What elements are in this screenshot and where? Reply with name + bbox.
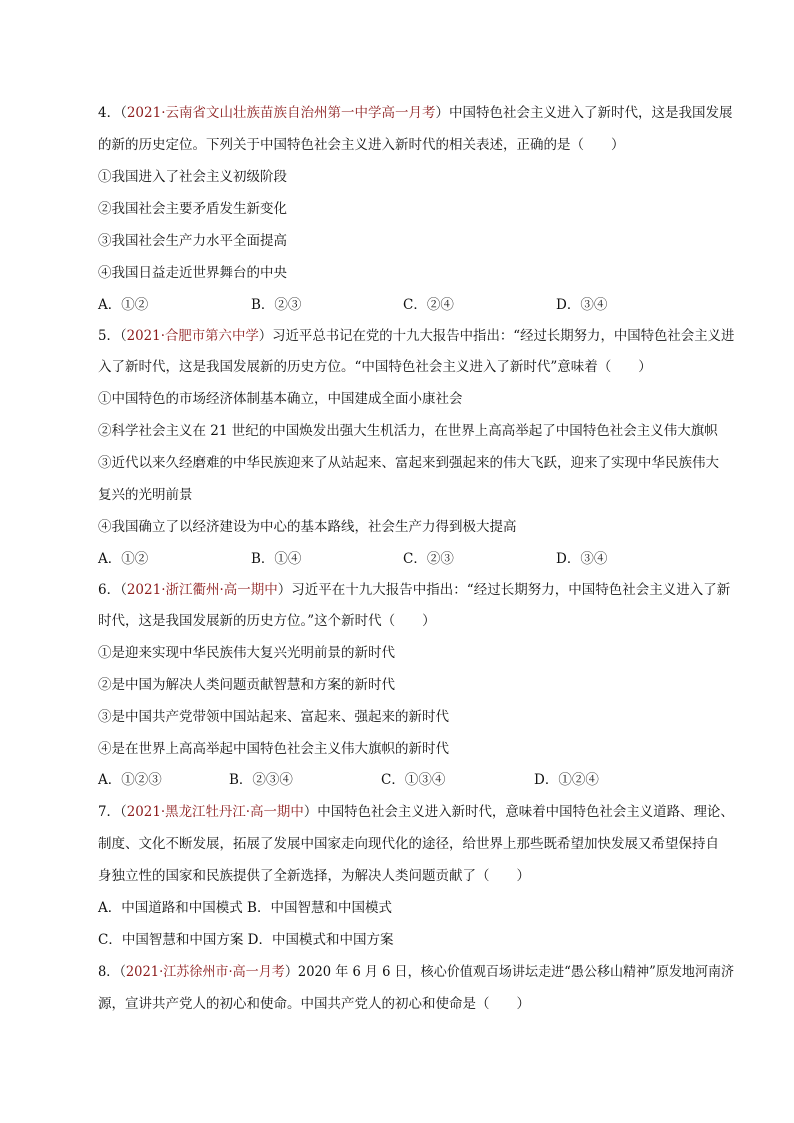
question-7-stem-line-2: 制度、文化不断发展，拓展了发展中国家走向现代化的途径，给世界上那些既希望加快发展又希望保持自: [98, 836, 719, 852]
option-a[interactable]: A．①②: [98, 297, 149, 313]
question-stem: 习近平总书记在党的十九大报告中指出：“经过长期努力，中国特色社会主义进: [272, 328, 735, 344]
question-4-stem-line-2: 的新的历史定位。下列关于中国特色社会主义进入新时代的相关表述，正确的是（ ）: [98, 137, 625, 153]
statement-item: ①中国特色的市场经济体制基本确立，中国建成全面小康社会: [98, 391, 463, 407]
statement-item: ②是中国为解决人类问题贡献智慧和方案的新时代: [98, 677, 395, 693]
option-b[interactable]: B．②③④: [229, 772, 293, 788]
option-b[interactable]: B．①④: [251, 551, 302, 567]
question-number: 5: [98, 328, 107, 344]
option-d[interactable]: D．①②④: [534, 772, 599, 788]
statement-item: ④我国日益走近世界舞台的中央: [98, 265, 287, 281]
option-d[interactable]: D．③④: [556, 551, 608, 567]
question-number: 8: [98, 964, 107, 980]
statement-item: 复兴的光明前景: [98, 487, 193, 503]
option-d[interactable]: D．③④: [556, 297, 608, 313]
question-6-stem-line-1: 6．（2021·浙江衢州·高一期中）习近平在十九大报告中指出：“经过长期努力，中国特色社会主义进入了新: [98, 582, 731, 598]
question-source: 2021·黑龙江牡丹江·高一期中: [126, 804, 304, 820]
question-source: 2021·江苏徐州市·高一月考: [125, 964, 285, 980]
question-8-stem-line-2: 源，宣讲共产党人的初心和使命。中国共产党人的初心和使命是（ ）: [98, 996, 530, 1012]
statement-item: ④是在世界上高高举起中国特色社会主义伟大旗帜的新时代: [98, 741, 449, 757]
option-c[interactable]: C．②③: [403, 551, 454, 567]
option-c[interactable]: C．②④: [403, 297, 454, 313]
question-source: 2021·合肥市第六中学: [126, 328, 259, 344]
statement-item: ③我国社会生产力水平全面提高: [98, 233, 287, 249]
option-a[interactable]: A．①②: [98, 551, 149, 567]
statement-item: ③近代以来久经磨难的中华民族迎来了从站起来、富起来到强起来的伟大飞跃，迎来了实现中华民族伟大: [98, 455, 719, 471]
question-6-stem-line-2: 时代，这是我国发展新的历史方位。”这个新时代（ ）: [98, 613, 436, 629]
question-7-stem-line-3: 身独立性的国家和民族提供了全新选择，为解决人类问题贡献了（ ）: [98, 868, 530, 884]
option-line[interactable]: A．中国道路和中国模式 B．中国智慧和中国模式: [98, 900, 392, 916]
question-source: 2021·云南省文山壮族苗族自治州第一中学高一月考: [126, 105, 436, 121]
question-stem: 2020 年 6 月 6 日，核心价值观百场讲坛走进“愚公移山精神”原发地河南济: [297, 964, 735, 980]
option-c[interactable]: C．①③④: [381, 772, 446, 788]
statement-item: ②科学社会主义在 21 世纪的中国焕发出强大生机活力，在世界上高高举起了中国特色社会主义伟大旗帜: [98, 423, 718, 439]
statement-item: ②我国社会主要矛盾发生新变化: [98, 201, 287, 217]
question-7-stem-line-1: 7．（2021·黑龙江牡丹江·高一期中）中国特色社会主义进入新时代，意味着中国特色社会主义道路、理论、: [98, 804, 734, 820]
question-number: 7: [98, 804, 107, 820]
question-stem: 习近平在十九大报告中指出：“经过长期努力，中国特色社会主义进入了新: [291, 582, 731, 598]
question-number: 4: [98, 105, 107, 121]
question-5-stem-line-1: 5．（2021·合肥市第六中学）习近平总书记在党的十九大报告中指出：“经过长期努力，中国特色社会主义进: [98, 328, 735, 344]
question-5-stem-line-2: 入了新时代，这是我国发展新的历史方位。“中国特色社会主义进入了新时代”意味着（ ）: [98, 359, 652, 375]
statement-item: ③是中国共产党带领中国站起来、富起来、强起来的新时代: [98, 709, 449, 725]
question-8-stem-line-1: 8．（2021·江苏徐州市·高一月考）2020 年 6 月 6 日，核心价值观百场讲坛走进“愚公移山精神”原发地河南济: [98, 964, 735, 980]
question-4-stem-line-1: 4．（2021·云南省文山壮族苗族自治州第一中学高一月考）中国特色社会主义进入了新时代，这是我国发展: [98, 105, 733, 121]
question-number: 6: [98, 582, 107, 598]
statement-item: ①是迎来实现中华民族伟大复兴光明前景的新时代: [98, 645, 395, 661]
statement-item: ④我国确立了以经济建设为中心的基本路线，社会生产力得到极大提高: [98, 519, 517, 535]
question-stem: 中国特色社会主义进入新时代，意味着中国特色社会主义道路、理论、: [317, 804, 734, 820]
statement-item: ①我国进入了社会主义初级阶段: [98, 169, 287, 185]
question-stem: 中国特色社会主义进入了新时代，这是我国发展: [449, 105, 733, 121]
option-a[interactable]: A．①②③: [98, 772, 162, 788]
question-source: 2021·浙江衢州·高一期中: [126, 582, 278, 598]
option-line[interactable]: C．中国智慧和中国方案 D．中国模式和中国方案: [98, 932, 394, 948]
option-b[interactable]: B．②③: [251, 297, 302, 313]
